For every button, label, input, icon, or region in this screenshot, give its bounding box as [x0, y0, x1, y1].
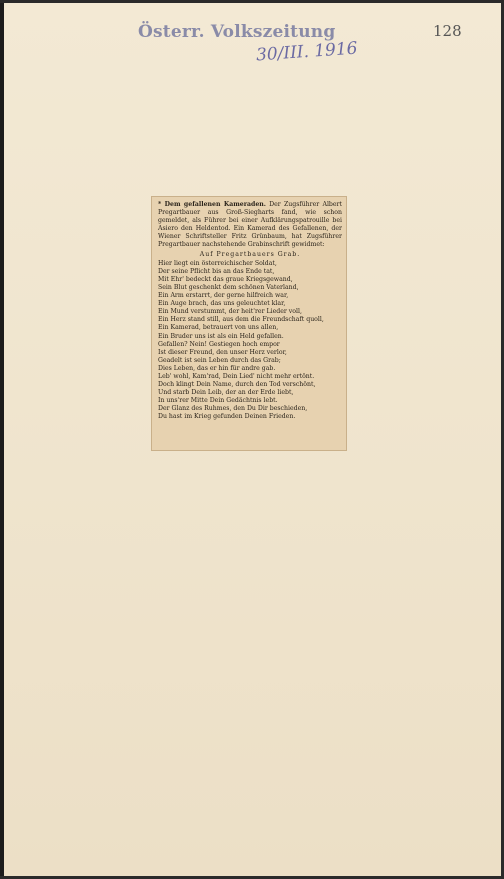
page-number: 128: [433, 22, 462, 40]
poem-line: Ein Mund verstummt, der heit'rer Lieder voll,: [158, 308, 302, 316]
poem-line: Dies Leben, das er hin für andre gab.: [158, 364, 276, 372]
poem-line: Der seine Pflicht bis an das Ende tat,: [158, 267, 275, 275]
poem-line: Doch klingt Dein Name, durch den Tod verschönt,: [158, 381, 316, 389]
poem-line: Ein Herz stand still, aus dem die Freundschaft quoll,: [158, 316, 324, 324]
newspaper-stamp: Österr. Volkszeitung: [138, 22, 336, 42]
poem-line: Du hast im Krieg gefunden Deinen Frieden.: [158, 413, 296, 421]
scan-border-left: [0, 0, 4, 879]
poem-line: Sein Blut geschenkt dem schönen Vaterland,: [158, 283, 299, 291]
poem-line: Leb' wohl, Kam'rad, Dein Lied' nicht mehr ertönt.: [158, 372, 315, 380]
poem-line: Hier liegt ein österreichischer Soldat,: [158, 259, 277, 267]
clipping-intro: [158, 201, 342, 250]
poem-line: Mit Ehr' bedeckt das graue Kriegsgewand,: [158, 275, 293, 283]
poem-line: Und starb Dein Leib, der an der Erde liebt,: [158, 389, 294, 397]
newspaper-clipping: [151, 196, 347, 451]
poem-line: Der Glanz des Ruhmes, den Du Dir beschieden,: [158, 405, 308, 413]
clipping-heading: * Dem gefallenen Kameraden.: [158, 201, 266, 208]
poem-line: Ist dieser Freund, den unser Herz verlor,: [158, 348, 287, 356]
poem-line: Ein Kamerad, betrauert von uns allen,: [158, 324, 279, 332]
scan-border-top: [0, 0, 504, 3]
poem-line: Geadelt ist sein Leben durch das Grab;: [158, 356, 281, 364]
poem: [158, 260, 342, 422]
poem-line: Ein Bruder uns ist als ein Held gefallen.: [158, 332, 284, 340]
handwritten-date: 30/III. 1916: [255, 38, 359, 66]
clipping-intro-text: Der Zugsführer Albert Pregartbauer aus Groß-Siegharts fand, wie schon gemeldet, als Führer bei einer Aufklärungspatrouille bei Asiero den Heldentod. Ein Kamerad des Gefallenen, der Wiener Schriftsteller Fritz Grünbaum, hat Zugsführer Pregartbauer nachstehende Grabinschrift gewidmet:: [158, 201, 342, 249]
poem-line: Ein Auge brach, das uns geleuchtet klar,: [158, 300, 286, 308]
poem-title: Auf Pregartbauers Grab.: [199, 250, 301, 258]
poem-line: In uns'rer Mitte Dein Gedächtnis lebt.: [158, 397, 278, 405]
poem-line: Ein Arm erstarrt, der gerne hilfreich war,: [158, 292, 289, 300]
poem-line: Gefallen? Nein! Gestiegen hoch empor: [158, 340, 280, 348]
